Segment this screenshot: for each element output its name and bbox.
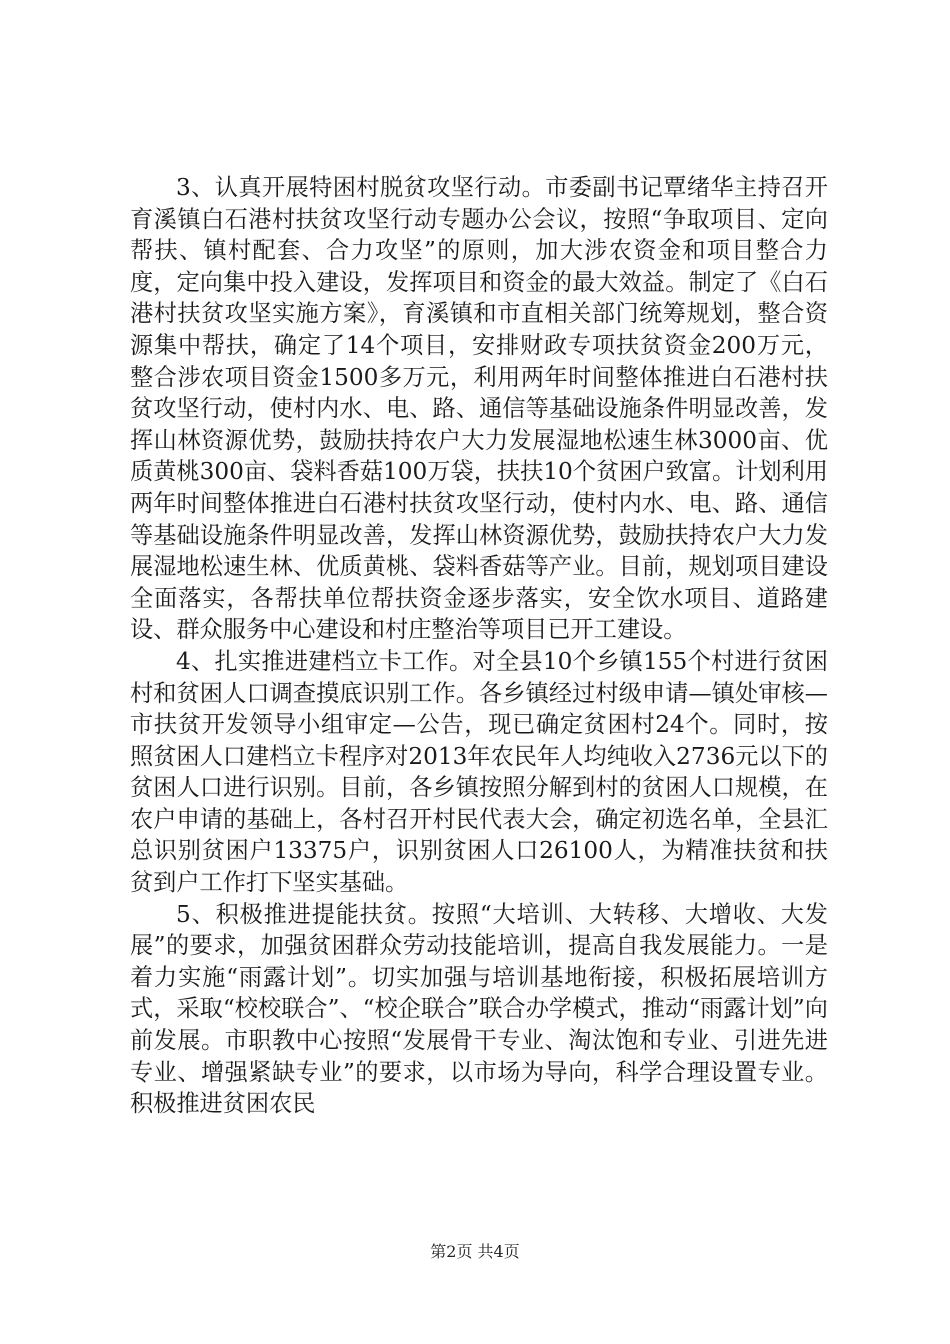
paragraph-5-skills-poverty-relief: 5、积极推进提能扶贫。按照“大培训、大转移、大增收、大发展”的要求，加强贫困群众劳动技能培训，提高自我发展能力。一是着力实施“雨露计划”。切实加强与培训基地衔接，积极拓展培训方式，采取“校校联合”、“校企联合”联合办学模式，推动“雨露计划”向前发展。市职教中心按照“发展骨干专业、淘汰饱和专业、引进先进专业、增强紧缺专业”的要求，以市场为导向，科学合理设置专业。积极推进贫困农民	[130, 900, 828, 1118]
document-body	[130, 172, 828, 1120]
page-number: 第2页 共4页	[430, 1242, 520, 1261]
paragraph-4-filing-registration: 4、扎实推进建档立卡工作。对全县10个乡镇155个村进行贫困村和贫困人口调查摸底识别工作。各乡镇经过村级申请—镇处审核—市扶贫开发领导小组审定—公告，现已确定贫困村24个。同时，按照贫困人口建档立卡程序对2013年农民年人均纯收入2736元以下的贫困人口进行识别。目前，各乡镇按照分解到村的贫困人口规模，在农户申请的基础上，各村召开村民代表大会，确定初选名单，全县汇总识别贫困户13375户，识别贫困人口26100人，为精准扶贫和扶贫到户工作打下坚实基础。	[130, 647, 828, 897]
paragraph-3-special-poverty-villages: 3、认真开展特困村脱贫攻坚行动。市委副书记覃绪华主持召开育溪镇白石港村扶贫攻坚行动专题办公会议，按照“争取项目、定向帮扶、镇村配套、合力攻坚”的原则，加大涉农资金和项目整合力度，定向集中投入建设，发挥项目和资金的最大效益。制定了《白石港村扶贫攻坚实施方案》，育溪镇和市直相关部门统筹规划，整合资源集中帮扶，确定了14个项目，安排财政专项扶贫资金200万元，整合涉农项目资金1500多万元，利用两年时间整体推进白石港村扶贫攻坚行动，使村内水、电、路、通信等基础设施条件明显改善，发挥山林资源优势，鼓励扶持农户大力发展湿地松速生林3000亩、优质黄桃300亩、袋料香菇100万袋，扶扶10个贫困户致富。计划利用两年时间整体推进白石港村扶贫攻坚行动，使村内水、电、路、通信等基础设施条件明显改善，发挥山林资源优势，鼓励扶持农户大力发展湿地松速生林、优质黄桃、袋料香菇等产业。目前，规划项目建设全面落实，各帮扶单位帮扶资金逐步落实，安全饮水项目、道路建设、群众服务中心建设和村庄整治等项目已开工建设。	[130, 174, 828, 644]
